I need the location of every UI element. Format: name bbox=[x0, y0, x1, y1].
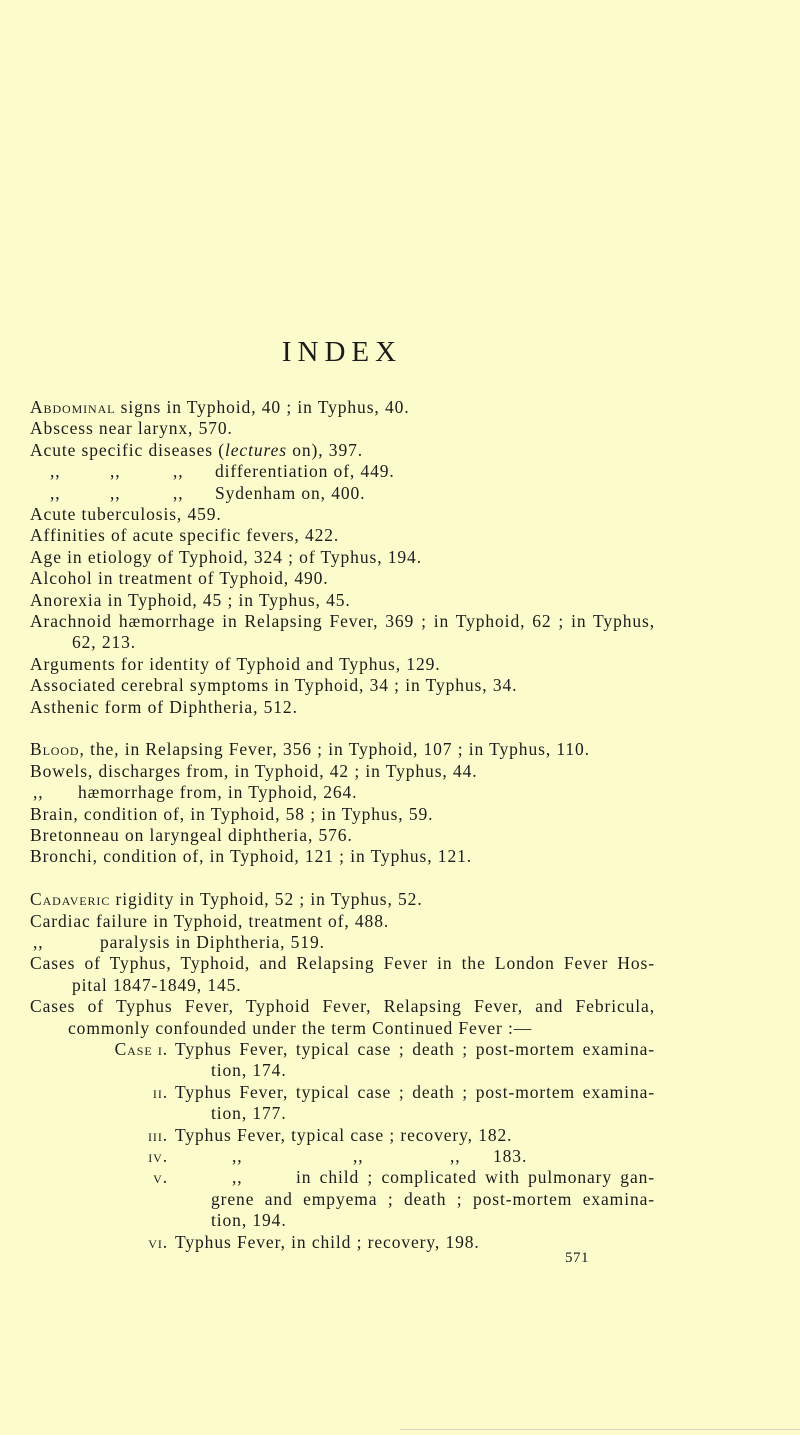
case-number: v. bbox=[153, 1167, 168, 1188]
entry-text: hæmorrhage from, in Typhoid, 264. bbox=[78, 782, 358, 803]
index-entry-bronchi: Bronchi, condition of, in Typhoid, 121 ; in Typhus, 121. bbox=[30, 846, 473, 867]
index-entry-bowels: Bowels, discharges from, in Typhoid, 42 ; in Typhus, 44. bbox=[30, 760, 478, 781]
index-entry-cases-london: Cases of Typhus, Typhoid, and Relapsing Fever in the London Fever Hos- bbox=[30, 953, 655, 974]
case-number: vi. bbox=[148, 1231, 168, 1252]
index-entry-abdominal bbox=[30, 397, 410, 418]
ditto-mark: ,, bbox=[50, 461, 61, 482]
index-entry-differentiation bbox=[0, 461, 700, 483]
entry-head: Abdominal bbox=[30, 397, 116, 417]
ditto-mark: ,, bbox=[173, 482, 184, 503]
ditto-mark: ,, bbox=[110, 461, 121, 482]
case-number: iii. bbox=[148, 1124, 168, 1145]
ditto-mark: ,, bbox=[110, 482, 121, 503]
index-entry-abscess: Abscess near larynx, 570. bbox=[30, 418, 233, 439]
case-label bbox=[0, 1039, 168, 1061]
page-number: 571 bbox=[565, 1250, 589, 1266]
index-entry-acute-specific bbox=[30, 440, 363, 461]
index-entry-anorexia: Anorexia in Typhoid, 45 ; in Typhus, 45. bbox=[30, 589, 351, 610]
index-entry-cardiac: Cardiac failure in Typhoid, treatment of, 488. bbox=[30, 910, 390, 931]
entry-text: 183. bbox=[493, 1146, 528, 1166]
case-text-cont: tion, 174. bbox=[211, 1060, 287, 1081]
ditto-mark: ,, bbox=[353, 1146, 364, 1166]
entry-head: Cadaveric bbox=[30, 889, 111, 910]
index-entry-brain: Brain, condition of, in Typhoid, 58 ; in Typhus, 59. bbox=[30, 803, 434, 824]
index-entry-arachnoid-cont: 62, 213. bbox=[72, 632, 137, 653]
index-entry-alcohol: Alcohol in treatment of Typhoid, 490. bbox=[30, 568, 329, 589]
case-text: Typhus Fever, in child ; recovery, 198. bbox=[175, 1231, 480, 1252]
ditto-mark: ,, bbox=[232, 1167, 243, 1188]
index-entry-affinities: Affinities of acute specific fevers, 422. bbox=[30, 525, 340, 546]
case-text bbox=[0, 1146, 700, 1168]
page-title: INDEX bbox=[281, 336, 403, 368]
entry-text: rigidity in Typhoid, 52 ; in Typhus, 52. bbox=[110, 889, 423, 910]
index-entry-cases-fevers-cont: commonly confounded under the term Continued Fever :— bbox=[68, 1017, 533, 1038]
case-label bbox=[0, 1232, 168, 1254]
index-entry-asthenic: Asthenic form of Diphtheria, 512. bbox=[30, 696, 298, 717]
entry-text: , the, in Relapsing Fever, 356 ; in Typhoid, 107 ; in Typhus, 110. bbox=[79, 739, 590, 760]
index-entry-blood bbox=[30, 739, 590, 760]
index-entry-cadaveric bbox=[30, 889, 423, 910]
case-text-cont: grene and empyema ; death ; post-mortem examina- bbox=[211, 1188, 655, 1209]
entry-text: paralysis in Diphtheria, 519. bbox=[100, 932, 325, 952]
case-text: Typhus Fever, typical case ; death ; post-mortem examina- bbox=[175, 1039, 655, 1059]
index-entry-tuberculosis: Acute tuberculosis, 459. bbox=[30, 504, 222, 524]
ditto-mark: ,, bbox=[173, 461, 184, 482]
entry-head: Blood bbox=[30, 739, 80, 760]
index-entry-bretonneau: Bretonneau on laryngeal diphtheria, 576. bbox=[30, 825, 353, 845]
case-label bbox=[0, 1082, 168, 1104]
index-entry-haemorrhage bbox=[0, 782, 700, 804]
entry-text: signs in Typhoid, 40 ; in Typhus, 40. bbox=[115, 397, 410, 417]
ditto-mark: ,, bbox=[50, 482, 61, 503]
case-text: Typhus Fever, typical case ; recovery, 182. bbox=[175, 1124, 513, 1145]
case-number: ii. bbox=[152, 1081, 168, 1102]
index-entry-associated: Associated cerebral symptoms in Typhoid, 34 ; in Typhus, 34. bbox=[30, 675, 518, 696]
ditto-mark: ,, bbox=[450, 1146, 461, 1166]
ditto-mark: ,, bbox=[33, 782, 44, 803]
index-entry-arachnoid: Arachnoid hæmorrhage in Relapsing Fever, 369 ; in Typhoid, 62 ; in Typhus, bbox=[30, 611, 655, 631]
case-number: iv. bbox=[148, 1146, 168, 1166]
entry-text: Sydenham on, 400. bbox=[215, 482, 366, 503]
case-number: Case i. bbox=[114, 1039, 168, 1059]
entry-text: on), 397. bbox=[286, 439, 364, 460]
case-label bbox=[0, 1125, 168, 1147]
entry-text: Acute specific diseases ( bbox=[30, 439, 225, 460]
entry-text: differentiation of, 449. bbox=[215, 461, 395, 482]
index-entry-arguments: Arguments for identity of Typhoid and Typhus, 129. bbox=[30, 653, 441, 674]
case-text-cont: tion, 194. bbox=[211, 1210, 287, 1231]
case-text-cont: tion, 177. bbox=[211, 1103, 287, 1124]
case-text: Typhus Fever, typical case ; death ; post-mortem examina- bbox=[175, 1081, 655, 1102]
ditto-mark: ,, bbox=[232, 1146, 243, 1166]
case-text: in child ; complicated with pulmonary gan- bbox=[296, 1167, 655, 1188]
index-entry-cases-fevers: Cases of Typhus Fever, Typhoid Fever, Relapsing Fever, and Febricula, bbox=[30, 996, 655, 1017]
case-label bbox=[0, 1167, 168, 1189]
entry-italic: lectures bbox=[225, 439, 287, 460]
index-entry-paralysis bbox=[0, 932, 700, 954]
index-entry-cases-london-cont: pital 1847-1849, 145. bbox=[72, 974, 242, 995]
index-entry-age: Age in etiology of Typhoid, 324 ; of Typhus, 194. bbox=[30, 546, 422, 567]
index-entry-sydenham bbox=[0, 483, 700, 505]
ditto-mark: ,, bbox=[33, 932, 44, 952]
page-edge-line bbox=[400, 1429, 800, 1430]
